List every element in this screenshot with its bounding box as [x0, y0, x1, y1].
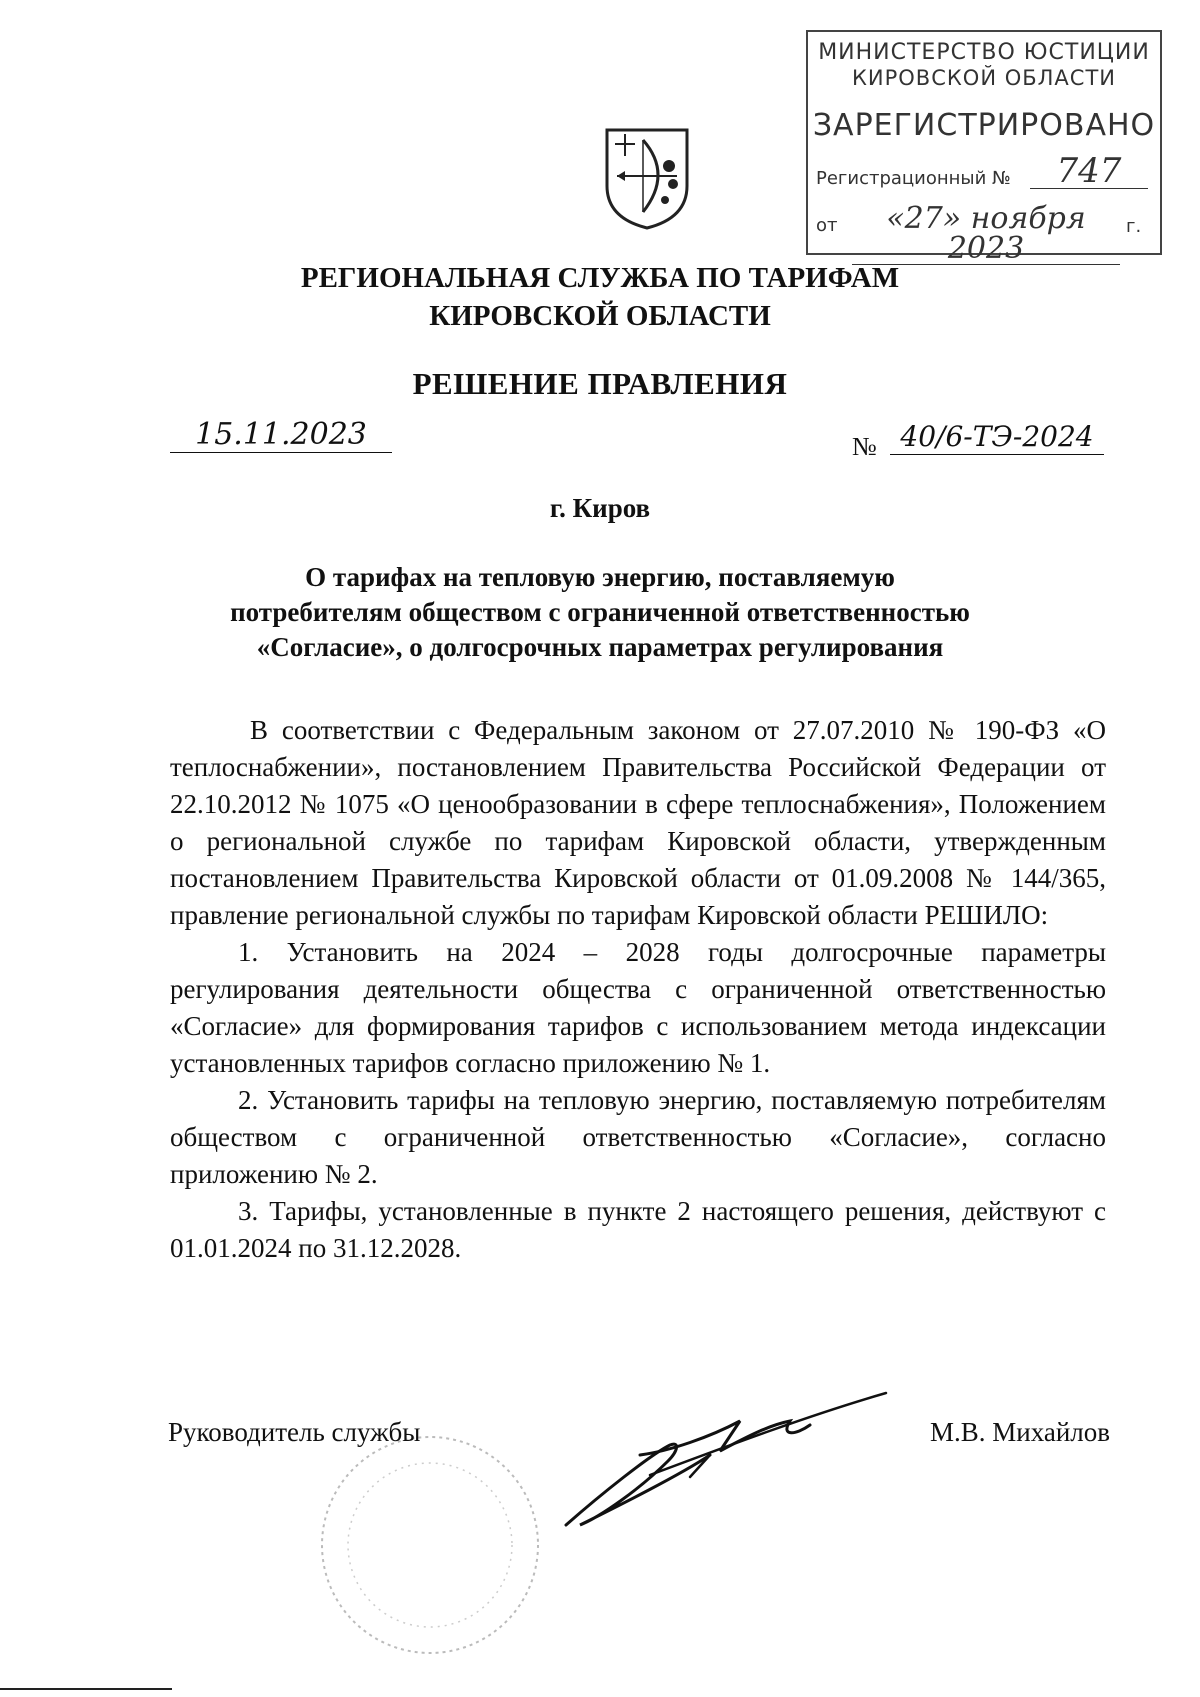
document-city: г. Киров: [549, 493, 651, 523]
stamp-date-prefix: от: [816, 215, 838, 236]
organization-name-line2: КИРОВСКОЙ ОБЛАСТИ: [429, 300, 771, 332]
document-date: 15.11.2023: [170, 418, 392, 453]
handwritten-signature-icon: [560, 1385, 890, 1545]
preamble-paragraph: В соответствии с Федеральным законом от 27.07.2010 № 190-ФЗ «О теплоснабжении», постановлением Правительства Российской Федерации от 22.10.2012 № 1075 «О ценообразовании в сфере теплоснабжения», Положением о региональной службе по тарифам Кировской области, утвержденным постановлением Правительства Кировской области от 01.09.2008 № 144/365, правление региональной службы по тарифам Кировской области РЕШИЛО:: [170, 715, 1106, 930]
footer-line: [0, 1688, 172, 1690]
stamp-reg-label: Регистрационный №: [816, 168, 1011, 189]
document-body: [170, 712, 1106, 1267]
decision-item: 1. Установить на 2024 – 2028 годы долгосрочные параметры регулирования деятельности общества с ограниченной ответственностью «Согласие» для формирования тарифов с использованием метода индексации установленных тарифов согласно приложению № 1.: [170, 937, 1106, 1078]
stamp-date-suffix: г.: [1126, 216, 1142, 237]
coat-of-arms-icon: [603, 126, 691, 232]
document-type: РЕШЕНИЕ ПРАВЛЕНИЯ: [412, 366, 788, 401]
document-title: О тарифах на тепловую энергию, поставляемую потребителям обществом с ограниченной ответственностью «Согласие», о долгосрочных параметрах регулирования: [230, 562, 970, 662]
decision-item: 2. Установить тарифы на тепловую энергию, поставляемую потребителям обществом с ограниченной ответственностью «Согласие», согласно приложению № 2.: [170, 1085, 1106, 1189]
stamp-ministry-line: МИНИСТЕРСТВО ЮСТИЦИИ: [818, 40, 1150, 65]
signatory-name: М.В. Михайлов: [930, 1417, 1111, 1447]
stamp-reg-number: 747: [1030, 154, 1148, 189]
decision-item: 3. Тарифы, установленные в пункте 2 настоящего решения, действуют с 01.01.2024 по 31.12.2028.: [170, 1196, 1106, 1263]
organization-name-line1: РЕГИОНАЛЬНАЯ СЛУЖБА ПО ТАРИФАМ: [300, 262, 900, 294]
stamp-status: ЗАРЕГИСТРИРОВАНО: [812, 108, 1156, 143]
signatory-role: Руководитель службы: [168, 1417, 421, 1447]
stamp-date-value: «27» ноября 2023: [852, 204, 1120, 265]
document-number: 40/6-ТЭ-2024: [890, 420, 1104, 455]
document-number-label: №: [852, 432, 877, 461]
stamp-region-line: КИРОВСКОЙ ОБЛАСТИ: [852, 66, 1116, 90]
registration-stamp: [806, 30, 1162, 266]
seal-icon: [315, 1430, 545, 1660]
